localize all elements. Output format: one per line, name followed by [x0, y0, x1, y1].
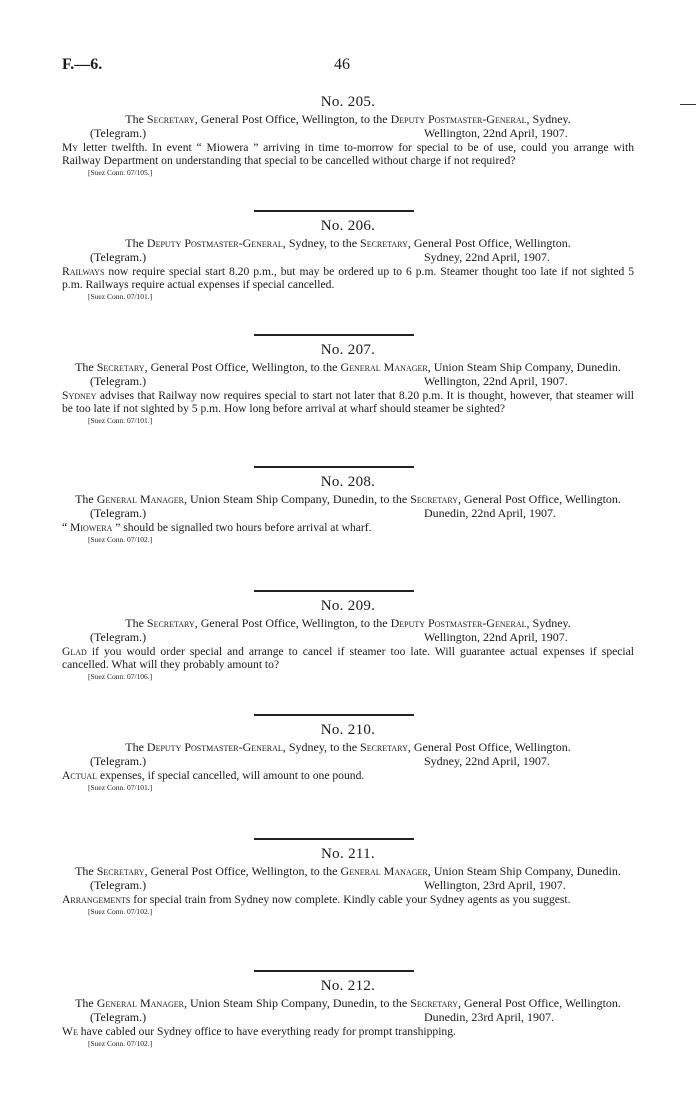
divider	[254, 210, 414, 212]
message-kind: (Telegram.)	[90, 1010, 147, 1024]
message-body: “ Miowera ” should be signalled two hours before arrival at wharf.	[62, 521, 372, 534]
place-date: Sydney, 22nd April, 1907.	[424, 754, 550, 768]
recipient-title: General Manager,	[340, 864, 431, 878]
entry-meta	[62, 878, 634, 893]
message-kind: (Telegram.)	[90, 506, 147, 520]
entry-number: No. 205.	[320, 94, 376, 110]
report-reference: F.—6.	[62, 56, 103, 73]
message-kind: (Telegram.)	[90, 878, 147, 892]
recipient-title: Deputy Postmaster-General,	[390, 112, 530, 126]
entry-number: No. 208.	[320, 474, 376, 490]
message-kind: (Telegram.)	[90, 126, 147, 140]
message-kind: (Telegram.)	[90, 754, 147, 768]
message-kind: (Telegram.)	[90, 250, 147, 264]
message-kind: (Telegram.)	[90, 374, 147, 388]
message-body: My letter twelfth. In event “ Miowera ” arriving in time to-morrow for special to be of use, could you arrange with Railway Department on understanding that special to be cancelled without charge if not required?	[62, 141, 634, 167]
file-reference: [Suez Conn. 07/106.]	[88, 672, 153, 681]
message-kind: (Telegram.)	[90, 630, 147, 644]
place-date: Wellington, 23rd April, 1907.	[424, 878, 566, 892]
telegram-entry	[62, 596, 634, 720]
telegram-entry	[62, 340, 634, 472]
sender-title: Secretary,	[146, 112, 198, 126]
telegram-entry	[62, 720, 634, 844]
page-header	[0, 56, 700, 78]
divider	[254, 466, 414, 468]
entry-meta	[62, 126, 634, 141]
entry-number: No. 211.	[321, 846, 375, 862]
place-date: Dunedin, 22nd April, 1907.	[424, 506, 556, 520]
divider	[254, 590, 414, 592]
recipient-title: Deputy Postmaster-General,	[390, 616, 530, 630]
entry-meta	[62, 754, 634, 769]
recipient-title: Secretary,	[410, 996, 462, 1010]
message-body: We have cabled our Sydney office to have everything ready for prompt transhipping.	[62, 1025, 456, 1038]
divider	[254, 334, 414, 336]
entry-address: The Secretary, General Post Office, Wellington, to the General Manager, Union Steam Ship Company, Dunedin.	[75, 864, 621, 878]
message-body: Railways now require special start 8.20 p.m., but may be ordered up to 6 p.m. Steamer thought too late if not sighted 5 p.m. Railways require actual expenses if special cancelled.	[62, 265, 634, 291]
telegram-entry	[62, 472, 634, 596]
sender-title: Deputy Postmaster-General,	[146, 236, 286, 250]
place-date: Wellington, 22nd April, 1907.	[424, 630, 568, 644]
margin-mark	[680, 104, 696, 105]
entry-address: The Deputy Postmaster-General, Sydney, to the Secretary, General Post Office, Wellington.	[125, 236, 571, 250]
sender-title: Secretary,	[96, 864, 148, 878]
sender-title: General Manager,	[96, 492, 187, 506]
entry-address: The General Manager, Union Steam Ship Company, Dunedin, to the Secretary, General Post Office, Wellington.	[75, 996, 621, 1010]
telegram-list	[62, 92, 634, 1100]
file-reference: [Suez Conn. 07/101.]	[88, 783, 153, 792]
entry-address: The Deputy Postmaster-General, Sydney, to the Secretary, General Post Office, Wellington.	[125, 740, 571, 754]
telegram-entry	[62, 844, 634, 976]
message-body: Glad if you would order special and arrange to cancel if steamer too late. Will guarantee actual expenses if special cancelled. What will they probably amount to?	[62, 645, 634, 671]
file-reference: [Suez Conn. 07/101.]	[88, 292, 153, 301]
entry-number: No. 212.	[320, 978, 376, 994]
file-reference: [Suez Conn. 07/102.]	[88, 1039, 153, 1048]
sender-title: Secretary,	[96, 360, 148, 374]
file-reference: [Suez Conn. 07/105.]	[88, 168, 153, 177]
sender-title: Deputy Postmaster-General,	[146, 740, 286, 754]
entry-address: The General Manager, Union Steam Ship Company, Dunedin, to the Secretary, General Post Office, Wellington.	[75, 492, 621, 506]
entry-meta	[62, 630, 634, 645]
entry-number: No. 206.	[320, 218, 376, 234]
file-reference: [Suez Conn. 07/102.]	[88, 907, 153, 916]
entry-meta	[62, 1010, 634, 1025]
divider	[254, 838, 414, 840]
place-date: Wellington, 22nd April, 1907.	[424, 374, 568, 388]
entry-meta	[62, 506, 634, 521]
divider	[254, 714, 414, 716]
entry-number: No. 209.	[320, 598, 376, 614]
place-date: Dunedin, 23rd April, 1907.	[424, 1010, 554, 1024]
entry-address: The Secretary, General Post Office, Wellington, to the General Manager, Union Steam Ship Company, Dunedin.	[75, 360, 621, 374]
recipient-title: Secretary,	[410, 492, 462, 506]
sender-title: Secretary,	[146, 616, 198, 630]
entry-number: No. 207.	[320, 342, 376, 358]
message-body: Sydney advises that Railway now requires special to start not later that 8.20 p.m. It is thought, however, that steamer will be too late if not sighted by 5 p.m. How long before arrival at wharf should steamer be sighted?	[62, 389, 634, 415]
telegram-entry	[62, 216, 634, 340]
page-number: 46	[334, 56, 350, 73]
telegram-entry	[62, 92, 634, 216]
entry-number: No. 210.	[320, 722, 376, 738]
recipient-title: General Manager,	[340, 360, 431, 374]
entry-address: The Secretary, General Post Office, Wellington, to the Deputy Postmaster-General, Sydney.	[125, 616, 571, 630]
recipient-title: Secretary,	[360, 236, 411, 250]
file-reference: [Suez Conn. 07/102.]	[88, 535, 153, 544]
entry-address: The Secretary, General Post Office, Wellington, to the Deputy Postmaster-General, Sydney.	[125, 112, 571, 126]
divider	[254, 970, 414, 972]
file-reference: [Suez Conn. 07/101.]	[88, 416, 153, 425]
recipient-title: Secretary,	[360, 740, 411, 754]
message-body: Actual expenses, if special cancelled, will amount to one pound.	[62, 769, 365, 782]
place-date: Wellington, 22nd April, 1907.	[424, 126, 568, 140]
entry-meta	[62, 250, 634, 265]
sender-title: General Manager,	[96, 996, 187, 1010]
entry-meta	[62, 374, 634, 389]
telegram-entry	[62, 976, 634, 1100]
place-date: Sydney, 22nd April, 1907.	[424, 250, 550, 264]
message-body: Arrangements for special train from Sydney now complete. Kindly cable your Sydney agents as you suggest.	[62, 893, 571, 906]
